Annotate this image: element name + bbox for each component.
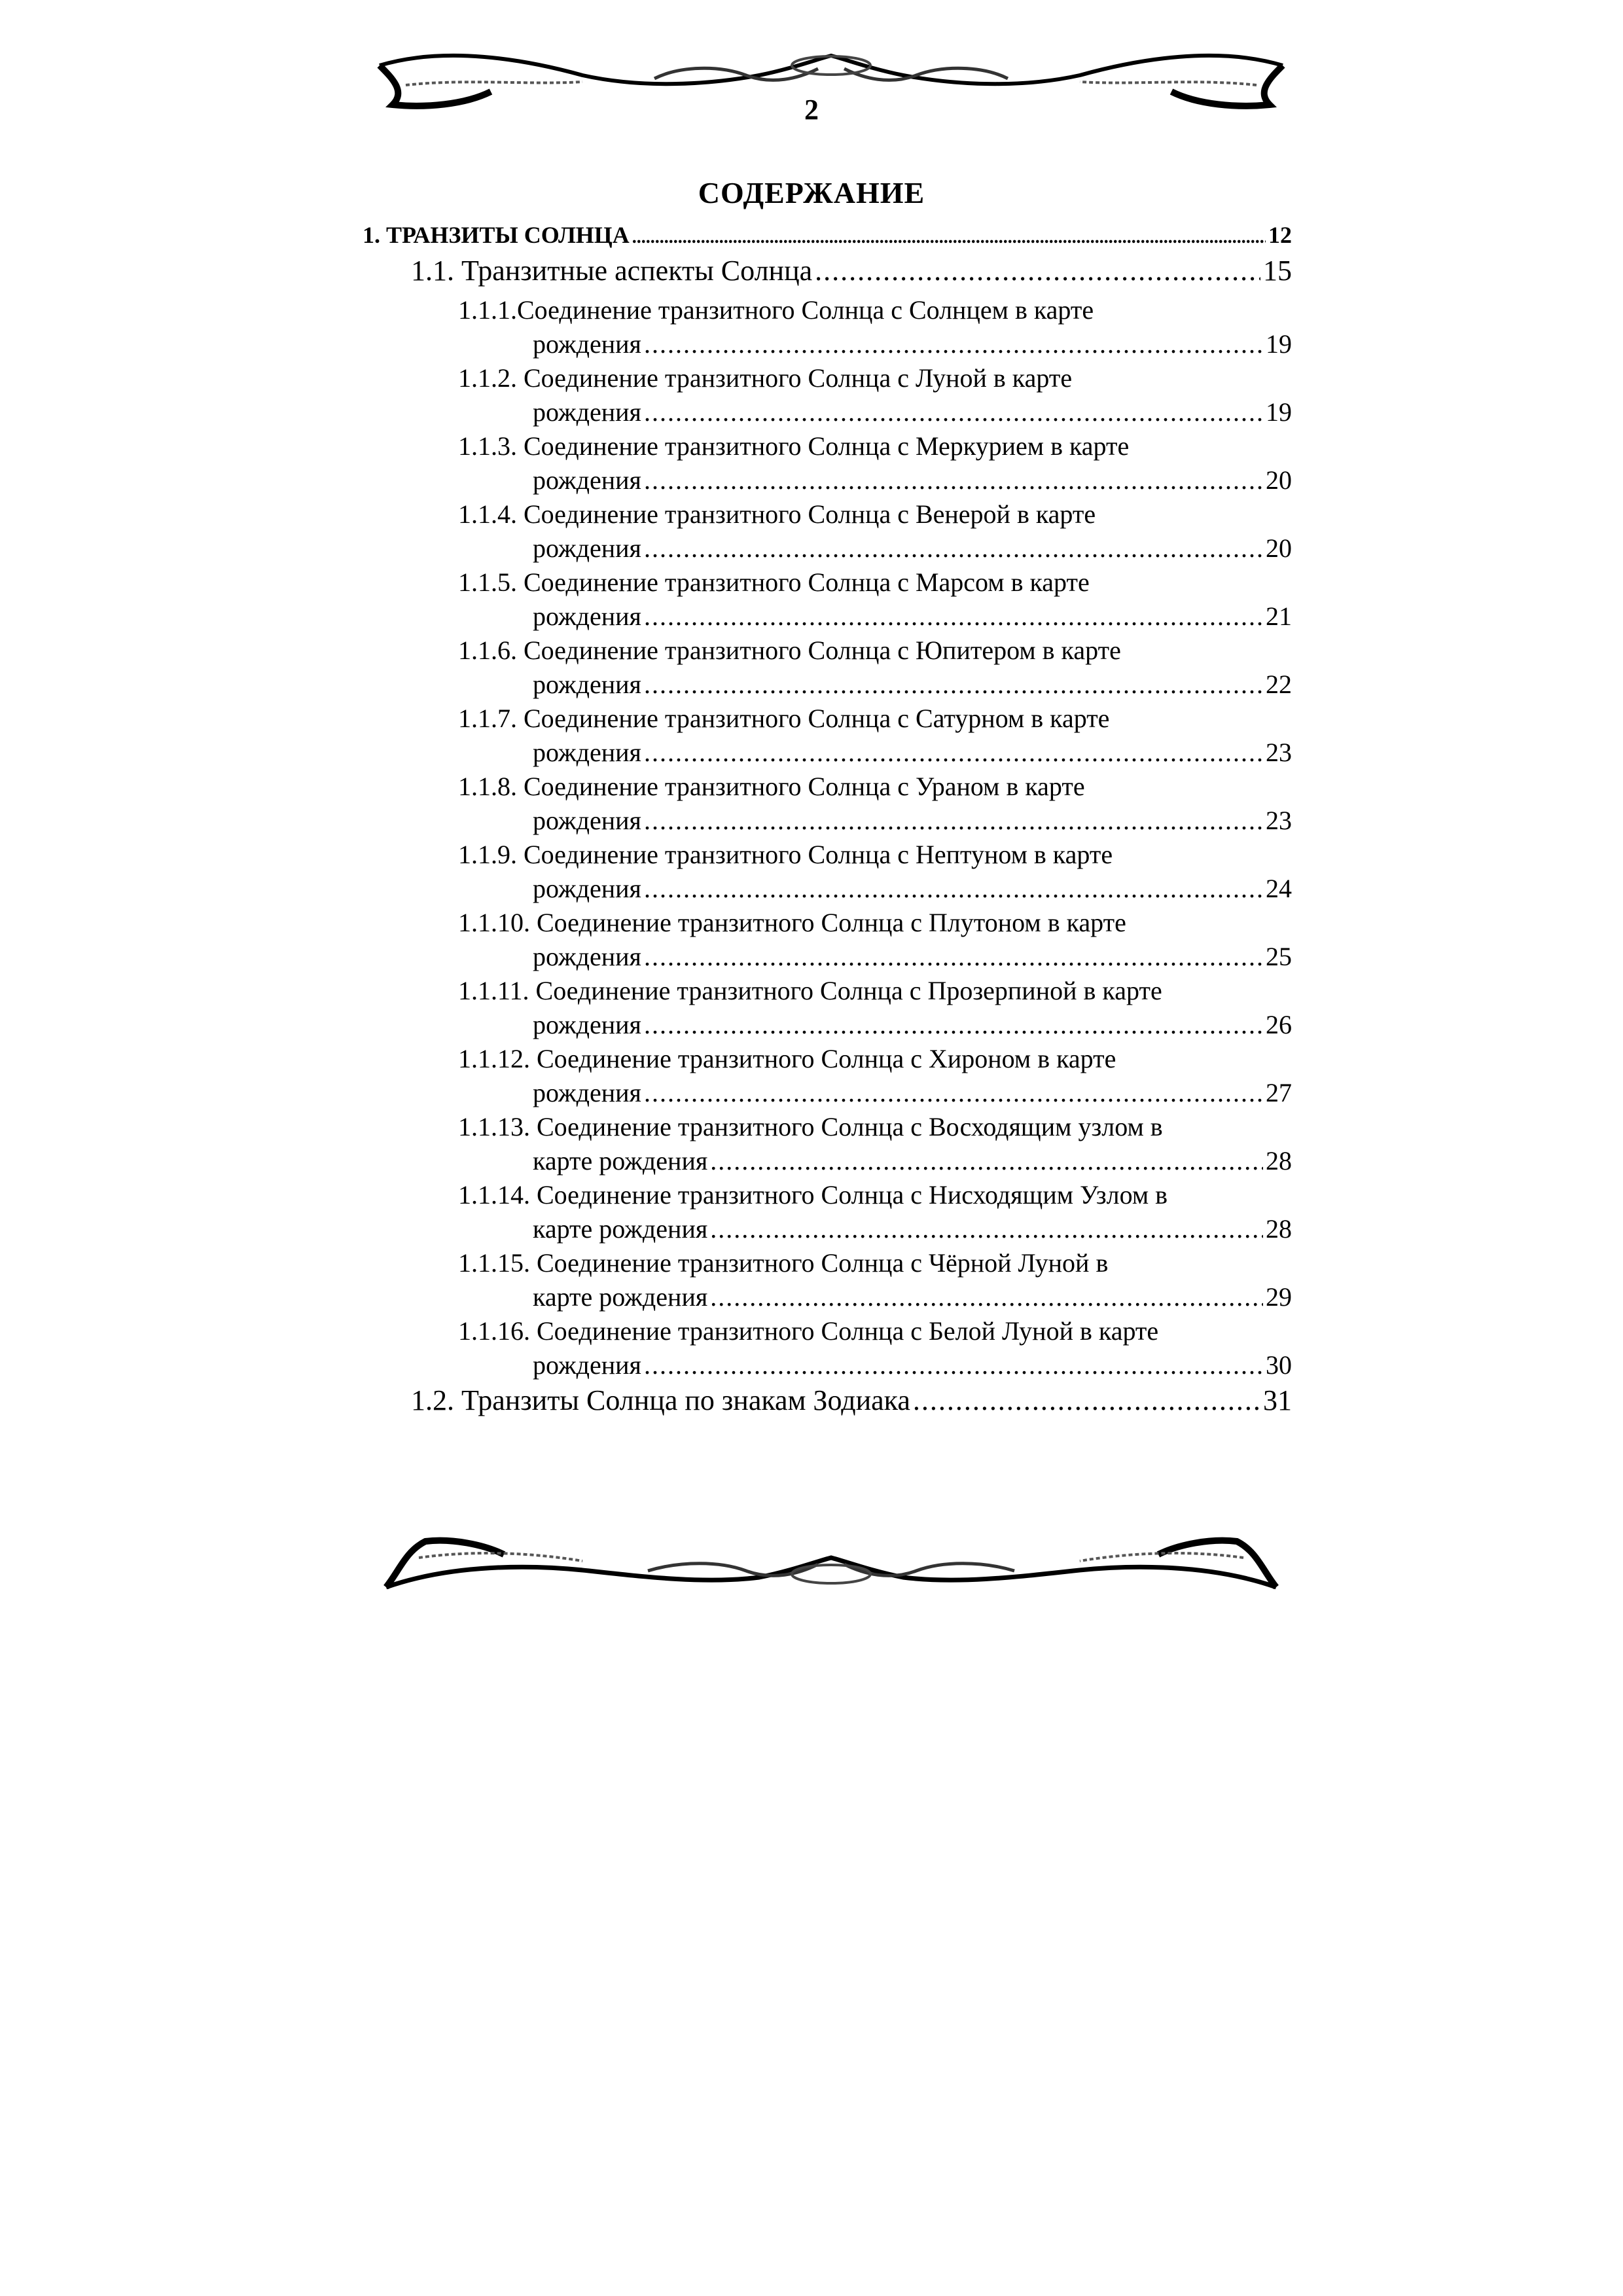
toc-entry-page: 29 — [1266, 1282, 1292, 1312]
ornament-bottom-divider-icon — [366, 1525, 1296, 1604]
toc-entry-label: 1.1.16. Соединение транзитного Солнца с Белой Луной в карте — [458, 1316, 1159, 1346]
toc-entry-label: 1.1.10. Соединение транзитного Солнца с Плутоном в карте — [458, 908, 1126, 937]
toc-entry-label-cont: рождения — [533, 601, 641, 631]
dot-leader — [815, 254, 1260, 287]
toc-entry-label: 1.1.14. Соединение транзитного Солнца с Нисходящим Узлом в — [458, 1180, 1168, 1210]
toc-entry-label: 1.1.4. Соединение транзитного Солнца с Венерой в карте — [458, 499, 1096, 529]
dot-leader — [644, 941, 1263, 972]
toc-entry-label-cont: рождения — [533, 533, 641, 563]
toc-entry-label: 1.1.7. Соединение транзитного Солнца с Сатурном в карте — [458, 704, 1110, 733]
toc-entry-label: 1.1.9. Соединение транзитного Солнца с Нептуном в карте — [458, 840, 1113, 869]
toc-entry-label-cont: карте рождения — [533, 1214, 708, 1244]
dot-leader — [644, 465, 1263, 495]
toc-entry-page: 22 — [1266, 670, 1292, 699]
toc-entry-label: 1. ТРАНЗИТЫ СОЛНЦА — [363, 222, 630, 248]
toc-entry-page: 25 — [1266, 942, 1292, 971]
page-number: 2 — [804, 94, 819, 126]
toc-entry-label-cont: карте рождения — [533, 1282, 708, 1312]
toc-entry-page: 27 — [1266, 1078, 1292, 1107]
toc-entry-page: 24 — [1266, 874, 1292, 903]
dot-leader — [644, 669, 1263, 700]
toc-entry[interactable] — [411, 254, 1292, 287]
toc-entry-label-cont: рождения — [533, 1350, 641, 1380]
dot-leader — [644, 1009, 1263, 1040]
toc-entry-label-cont: рождения — [533, 465, 641, 495]
toc-entry-label: 1.1. Транзитные аспекты Солнца — [411, 255, 813, 287]
dot-leader — [644, 601, 1263, 632]
toc-entry-page: 15 — [1263, 255, 1292, 287]
dot-leader — [710, 1145, 1263, 1176]
dot-leader — [644, 533, 1263, 564]
toc-entry-page: 23 — [1266, 738, 1292, 767]
dot-leader — [710, 1213, 1263, 1244]
toc-entry-label-cont: рождения — [533, 1010, 641, 1039]
toc-entry-label: 1.1.13. Соединение транзитного Солнца с Восходящим узлом в — [458, 1112, 1163, 1141]
dot-leader — [710, 1282, 1263, 1312]
toc-entry-page: 19 — [1266, 397, 1292, 427]
toc-entry-label-cont: рождения — [533, 329, 641, 359]
toc-entry-label: 1.1.8. Соединение транзитного Солнца с Ураном в карте — [458, 772, 1085, 801]
toc-title: СОДЕРЖАНИЕ — [698, 176, 925, 209]
toc-entry-label-cont: карте рождения — [533, 1146, 708, 1175]
dot-leader — [644, 1077, 1263, 1108]
toc-entry-label-cont: рождения — [533, 806, 641, 835]
toc-entry-label-cont: рождения — [533, 1078, 641, 1107]
toc-entry-label-cont: рождения — [533, 738, 641, 767]
toc-entry-page: 20 — [1266, 533, 1292, 563]
dot-leader — [913, 1384, 1260, 1417]
toc-entry-page: 20 — [1266, 465, 1292, 495]
toc-entry-label: 1.1.15. Соединение транзитного Солнца с Чёрной Луной в — [458, 1248, 1109, 1278]
toc-entry-label: 1.1.6. Соединение транзитного Солнца с Юпитером в карте — [458, 636, 1121, 665]
dot-leader — [644, 397, 1263, 427]
toc-entry-label-cont: рождения — [533, 874, 641, 903]
dot-leader — [644, 805, 1263, 836]
toc-entry-page: 19 — [1266, 329, 1292, 359]
toc-entry-label-cont: рождения — [533, 397, 641, 427]
dot-leader — [644, 329, 1263, 359]
toc-entry-label: 1.1.12. Соединение транзитного Солнца с Хироном в карте — [458, 1044, 1116, 1073]
toc-entry-label: 1.1.5. Соединение транзитного Солнца с Марсом в карте — [458, 567, 1090, 597]
toc-entry-label: 1.1.2. Соединение транзитного Солнца с Луной в карте — [458, 363, 1073, 393]
toc-entry-label: 1.1.1.Соединение транзитного Солнца с Солнцем в карте — [458, 295, 1094, 325]
toc-entry-label: 1.1.3. Соединение транзитного Солнца с Меркурием в карте — [458, 431, 1130, 461]
dot-leader — [644, 873, 1263, 904]
toc-entry-page: 31 — [1263, 1384, 1292, 1416]
toc-entry-label: 1.1.11. Соединение транзитного Солнца с Прозерпиной в карте — [458, 976, 1162, 1005]
toc-entry[interactable] — [411, 1384, 1292, 1417]
toc-entry-page: 12 — [1268, 222, 1292, 248]
toc-entry-label-cont: рождения — [533, 942, 641, 971]
dot-leader — [644, 1350, 1263, 1380]
toc-entry-label-cont: рождения — [533, 670, 641, 699]
toc-entry-label: 1.2. Транзиты Солнца по знакам Зодиака — [411, 1384, 910, 1416]
toc-entry-page: 28 — [1266, 1146, 1292, 1175]
toc-entry-page: 21 — [1266, 601, 1292, 631]
dot-leader — [644, 737, 1263, 768]
dot-leader — [632, 221, 1266, 249]
toc-entry-page: 26 — [1266, 1010, 1292, 1039]
toc-entry-page: 30 — [1266, 1350, 1292, 1380]
toc-entry[interactable] — [363, 221, 1292, 249]
toc-entry-page: 23 — [1266, 806, 1292, 835]
toc-entry-page: 28 — [1266, 1214, 1292, 1244]
